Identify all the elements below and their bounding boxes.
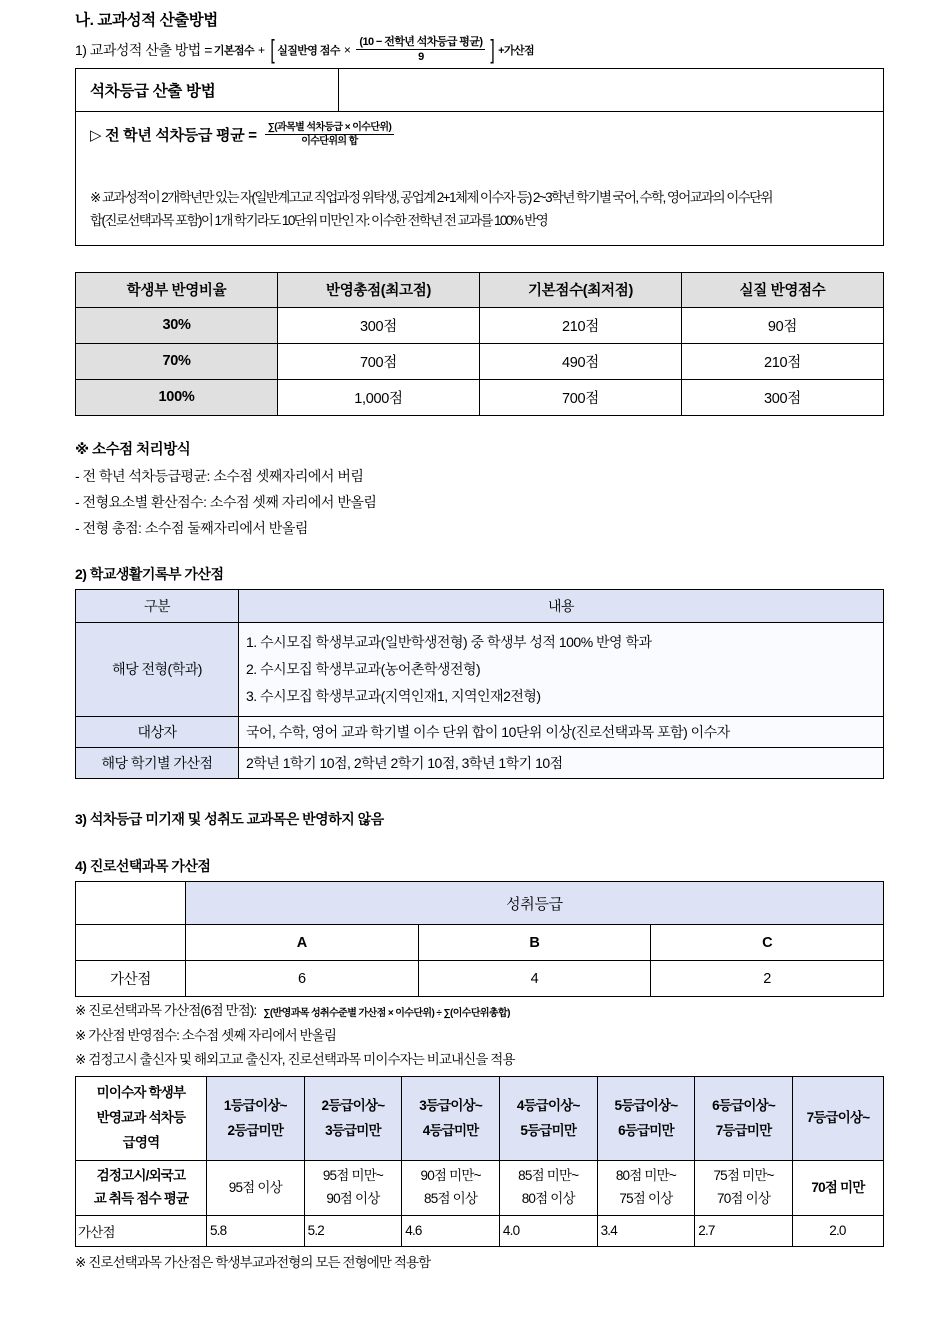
- decimal-rule-1: - 전형요소별 환산점수: 소수점 셋째 자리에서 반올림: [75, 493, 377, 510]
- table-row: [76, 1215, 884, 1246]
- gasanjeom-label-1: 대상자: [76, 717, 239, 748]
- avg-numerator: ∑(과목별 석차등급 × 이수단위): [265, 122, 394, 135]
- formula-fraction: [356, 36, 485, 64]
- conversion-value-5: 2.7: [695, 1215, 793, 1246]
- table-row: [76, 343, 884, 379]
- conversion-header-4-line1: 6등급미만: [618, 1122, 674, 1138]
- achievement-header: 성취등급: [186, 882, 884, 925]
- conversion-header-1-line1: 3등급미만: [325, 1122, 381, 1138]
- ratio-header-3: 실질 반영점수: [682, 272, 884, 307]
- conversion-value-6: 2.0: [792, 1215, 883, 1246]
- achievement-row-label: 가산점: [76, 961, 186, 997]
- bracket-close-icon: ]: [490, 34, 495, 65]
- conversion-range-6: [792, 1161, 883, 1216]
- gasanjeom-body-0-line0: 1. 수시모집 학생부교과(일반학생전형) 중 학생부 성적 100% 반영 학과: [246, 633, 652, 650]
- achievement-grade-2: C: [651, 925, 884, 961]
- calc-note-line1: ※ 교과성적이 2개학년만 있는 자(일반계고교 직업과정 위탁생, 공업계 2+1체제 이수자 등) 2~3학년 학기별 국어, 수학, 영어교과의 이수단위: [90, 189, 772, 205]
- conversion-header-5-line1: 7등급미만: [715, 1122, 772, 1138]
- ratio-cell-2-3: 300점: [682, 379, 884, 415]
- conversion-score-label-line0: 검정고시/외국고: [96, 1168, 186, 1184]
- gasanjeom-label-2: 해당 학기별 가산점: [76, 748, 239, 779]
- conversion-range-4-line0: 80점 미만~: [615, 1168, 676, 1184]
- conversion-header-first: [76, 1077, 207, 1161]
- decimal-rule-2: - 전형 총점: 소수점 둘째자리에서 반올림: [75, 519, 308, 536]
- calc-box-title: 석차등급 산출 방법: [76, 69, 339, 111]
- conversion-table: [75, 1076, 884, 1247]
- gasanjeom-body-0: [239, 622, 884, 717]
- conversion-range-2-line1: 85점 이상: [424, 1191, 478, 1207]
- conversion-header-2: [402, 1077, 500, 1161]
- conversion-score-label: [76, 1161, 207, 1216]
- ratio-cell-0-0: 30%: [76, 307, 278, 343]
- decimal-rules: [75, 438, 884, 542]
- ratio-cell-1-3: 210점: [682, 343, 884, 379]
- conversion-header-first-line0: 미이수자 학생부: [96, 1085, 186, 1101]
- table-row: [76, 925, 884, 961]
- conversion-header-1-line0: 2등급이상~: [321, 1097, 385, 1113]
- footer-note: ※ 진로선택과목 가산점은 학생부교과전형의 모든 전형에만 적용함: [75, 1254, 431, 1270]
- calc-box-note: [76, 174, 883, 245]
- conversion-range-5-line1: 70점 이상: [717, 1191, 771, 1207]
- conversion-header-2-line0: 3등급이상~: [419, 1097, 482, 1113]
- achievement-blank-cell-2: [76, 925, 186, 961]
- ratio-cell-1-0: 70%: [76, 343, 278, 379]
- conversion-value-label: 가산점: [76, 1215, 207, 1246]
- conversion-range-2: [402, 1161, 500, 1216]
- achievement-table: [75, 881, 884, 997]
- ratio-header-0: 학생부 반영비율: [76, 272, 278, 307]
- ratio-cell-2-2: 700점: [480, 379, 682, 415]
- conversion-value-1: 5.2: [304, 1215, 402, 1246]
- conversion-header-first-line2: 급영역: [122, 1135, 160, 1151]
- item4-title: 4) 진로선택과목 가산점: [75, 858, 211, 875]
- formula-factor: 실질반영 점수: [277, 44, 340, 57]
- avg-denominator: 이수단위의 합: [301, 135, 358, 147]
- formula-denominator: 9: [418, 51, 424, 64]
- gasanjeom-header-1: 내용: [239, 589, 884, 622]
- table-row: [76, 1161, 884, 1216]
- conversion-range-0-line0: 95점 이상: [228, 1179, 282, 1195]
- achievement-point-2: 2: [651, 961, 884, 997]
- formula-item1: [75, 36, 884, 64]
- ratio-cell-0-1: 300점: [278, 307, 480, 343]
- conversion-range-3-line0: 85점 미만~: [518, 1168, 579, 1184]
- item4-note2: ※ 가산점 반영점수: 소수점 셋째 자리에서 반올림: [75, 1028, 337, 1044]
- conversion-range-3: [499, 1161, 597, 1216]
- table-row: [76, 748, 884, 779]
- formula-plus: +: [257, 42, 265, 57]
- formula-numerator: (10 − 전학년 석차등급 평균): [356, 36, 485, 50]
- table-row: [76, 717, 884, 748]
- section-heading: 나. 교과성적 산출방법: [75, 12, 218, 29]
- calc-note-line2: 합(진로선택과목 포함)이 1개 학기라도 10단위 미만인 자: 이수한 전학년 전 교과를 100% 반영: [90, 213, 548, 229]
- ratio-header-1: 반영총점(최고점): [278, 272, 480, 307]
- conversion-header-row: [76, 1077, 884, 1161]
- conversion-range-4: [597, 1161, 695, 1216]
- ratio-cell-2-1: 1,000점: [278, 379, 480, 415]
- conversion-range-4-line1: 75점 이상: [619, 1191, 673, 1207]
- conversion-header-first-line1: 반영교과 석차등: [96, 1110, 186, 1126]
- conversion-header-5-line0: 6등급이상~: [712, 1097, 775, 1113]
- conversion-range-1: [304, 1161, 402, 1216]
- calc-method-box: [75, 68, 884, 246]
- ratio-cell-0-2: 210점: [480, 307, 682, 343]
- calc-box-formula-row: [76, 111, 883, 174]
- gasanjeom-body-1: 국어, 수학, 영어 교과 학기별 이수 단위 합이 10단위 이상(진로선택과목 포함) 이수자: [239, 717, 884, 748]
- avg-fraction: [265, 122, 394, 147]
- conversion-range-1-line0: 95점 미만~: [322, 1168, 384, 1184]
- ratio-cell-0-3: 90점: [682, 307, 884, 343]
- gasanjeom-header-row: [76, 589, 884, 622]
- avg-formula-label: ▷ 전 학년 석차등급 평균 =: [90, 126, 257, 144]
- gasanjeom-header-0: 구분: [76, 589, 239, 622]
- conversion-value-2: 4.6: [402, 1215, 500, 1246]
- formula-tail: +가산점: [498, 44, 535, 57]
- bracket-open-icon: [: [269, 34, 274, 65]
- item4-note1: [75, 1001, 884, 1022]
- gasanjeom-body-2: 2학년 1학기 10점, 2학년 2학기 10점, 3학년 1학기 10점: [239, 748, 884, 779]
- table-row: [76, 379, 884, 415]
- achievement-grade-0: A: [186, 925, 419, 961]
- conversion-header-6: [792, 1077, 883, 1161]
- calc-box-empty-cell: [339, 69, 883, 111]
- formula-times: ×: [343, 42, 351, 57]
- conversion-score-label-line1: 교 취득 점수 평균: [93, 1191, 189, 1207]
- achievement-point-0: 6: [186, 961, 419, 997]
- item4-note3: ※ 검정고시 출신자 및 해외고교 출신자, 진로선택과목 미이수자는 비교내신을 적용: [75, 1052, 515, 1068]
- conversion-value-0: 5.8: [206, 1215, 304, 1246]
- table-row: [76, 622, 884, 717]
- formula-base: 기본점수: [213, 44, 254, 57]
- conversion-range-3-line1: 80점 이상: [521, 1191, 575, 1207]
- achievement-blank-cell: [76, 882, 186, 925]
- conversion-range-0: [206, 1161, 304, 1216]
- gasanjeom-label-0: 해당 전형(학과): [76, 622, 239, 717]
- achievement-header-row: [76, 882, 884, 925]
- gasanjeom-body-0-line2: 3. 수시모집 학생부교과(지역인재1, 지역인재2전형): [246, 688, 541, 705]
- conversion-header-2-line1: 4등급미만: [422, 1122, 479, 1138]
- conversion-header-5: [695, 1077, 793, 1161]
- conversion-header-3-line0: 4등급이상~: [516, 1097, 580, 1113]
- conversion-range-5: [695, 1161, 793, 1216]
- conversion-header-6-line0: 7등급이상~: [806, 1110, 870, 1126]
- conversion-value-4: 3.4: [597, 1215, 695, 1246]
- table-row: [76, 961, 884, 997]
- conversion-header-0-line1: 2등급미만: [227, 1122, 284, 1138]
- gasanjeom-body-0-line1: 2. 수시모집 학생부교과(농어촌학생전형): [246, 660, 481, 677]
- item4-note1-prefix: ※ 진로선택과목 가산점(6점 만점):: [75, 1003, 257, 1019]
- conversion-header-4-line0: 5등급이상~: [614, 1097, 678, 1113]
- conversion-header-3-line1: 5등급미만: [520, 1122, 577, 1138]
- ratio-cell-1-1: 700점: [278, 343, 480, 379]
- ratio-header-2: 기본점수(최저점): [480, 272, 682, 307]
- item4-note1-formula: ∑(반영과목 성취수준별 가산점 × 이수단위) ÷ ∑(이수단위총합): [263, 1008, 510, 1020]
- conversion-range-1-line1: 90점 이상: [326, 1191, 380, 1207]
- ratio-cell-2-0: 100%: [76, 379, 278, 415]
- item2-title: 2) 학교생활기록부 가산점: [75, 565, 224, 582]
- formula-item1-label: 1) 교과성적 산출 방법 =: [75, 41, 212, 58]
- conversion-range-6-line0: 70점 미만: [811, 1179, 865, 1195]
- conversion-header-1: [304, 1077, 402, 1161]
- conversion-range-2-line0: 90점 미만~: [420, 1168, 481, 1184]
- decimal-rules-title: ※ 소수점 처리방식: [75, 441, 191, 458]
- conversion-header-4: [597, 1077, 695, 1161]
- table-row: [76, 307, 884, 343]
- decimal-rule-0: - 전 학년 석차등급평균: 소수점 셋째자리에서 버림: [75, 467, 364, 484]
- achievement-grade-1: B: [418, 925, 651, 961]
- conversion-range-5-line0: 75점 미만~: [713, 1168, 774, 1184]
- gasanjeom-table: [75, 589, 884, 780]
- conversion-header-0: [206, 1077, 304, 1161]
- achievement-point-1: 4: [418, 961, 651, 997]
- conversion-header-3: [499, 1077, 597, 1161]
- calc-box-top-row: [76, 69, 883, 111]
- item3-title: 3) 석차등급 미기재 및 성취도 교과목은 반영하지 않음: [75, 811, 384, 828]
- ratio-table-header-row: [76, 272, 884, 307]
- avg-formula: [90, 122, 883, 147]
- conversion-value-3: 4.0: [499, 1215, 597, 1246]
- ratio-table: [75, 272, 884, 416]
- conversion-header-0-line0: 1등급이상~: [223, 1097, 287, 1113]
- ratio-cell-1-2: 490점: [480, 343, 682, 379]
